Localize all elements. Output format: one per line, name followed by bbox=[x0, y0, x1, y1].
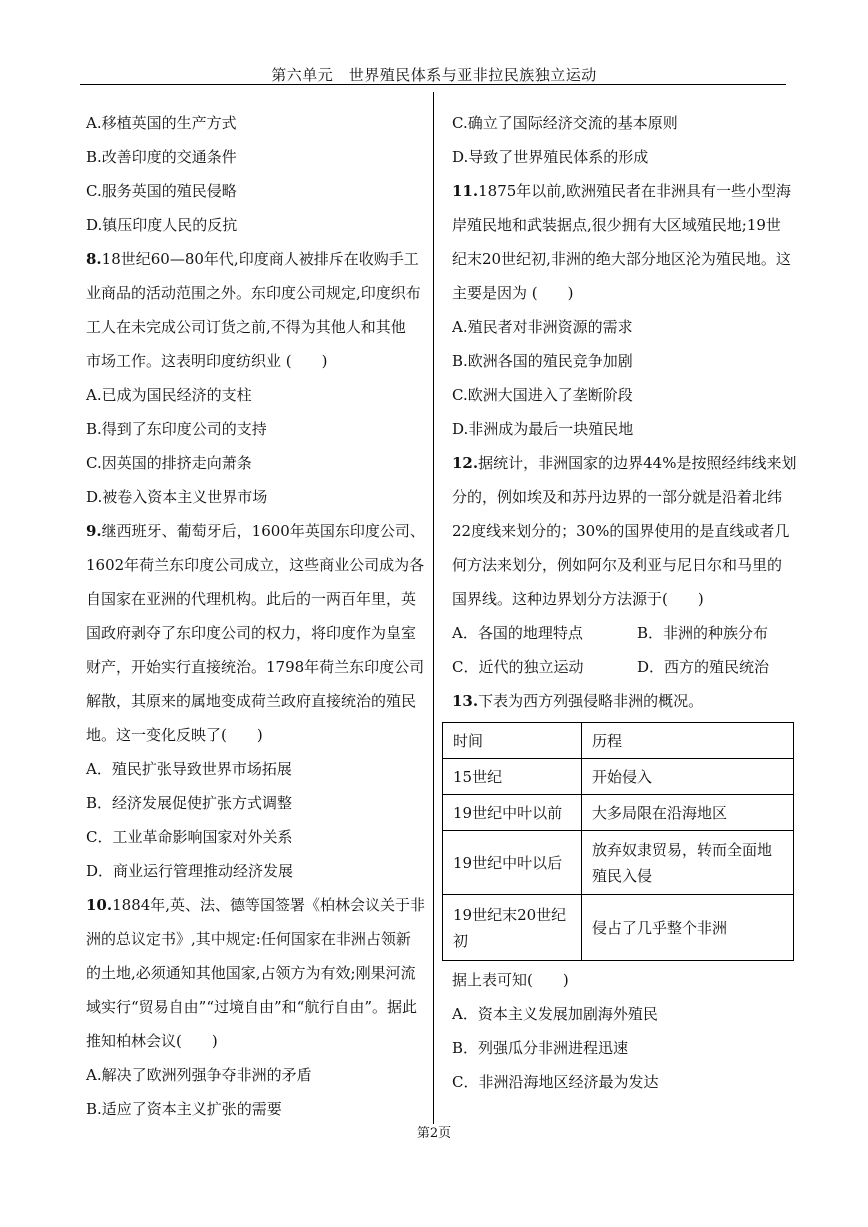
table-header-row bbox=[443, 723, 794, 759]
line-text: C.因英国的排挤走向萧条 bbox=[86, 454, 252, 472]
table-row bbox=[443, 795, 794, 831]
table-cell: 侵占了几乎整个非洲 bbox=[582, 895, 794, 961]
text-line bbox=[452, 344, 797, 378]
question-number: 12. bbox=[452, 454, 479, 472]
line-text: A．殖民扩张导致世界市场拓展 bbox=[86, 760, 292, 778]
column-divider bbox=[433, 92, 434, 1124]
text-line bbox=[86, 140, 416, 174]
line-text: D.镇压印度人民的反抗 bbox=[86, 216, 238, 234]
text-line bbox=[452, 548, 797, 582]
table-cell: 15世纪 bbox=[443, 759, 582, 795]
table-cell: 19世纪中叶以前 bbox=[443, 795, 582, 831]
line-text: 据统计，非洲国家的边界44%是按照经纬线来划 bbox=[478, 454, 797, 472]
line-text: 岸殖民地和武装据点,很少拥有大区域殖民地;19世 bbox=[452, 216, 781, 234]
option-text: D．西方的殖民统治 bbox=[637, 658, 770, 676]
text-line bbox=[452, 310, 797, 344]
table-row bbox=[443, 759, 794, 795]
line-text: 分的，例如埃及和苏丹边界的一部分就是沿着北纬 bbox=[452, 488, 783, 506]
option-row bbox=[452, 616, 797, 650]
text-line bbox=[452, 378, 797, 412]
line-text: D.导致了世界殖民体系的形成 bbox=[452, 148, 649, 166]
text-line bbox=[86, 582, 416, 616]
question-number: 13. bbox=[452, 692, 479, 710]
line-text: D.被卷入资本主义世界市场 bbox=[86, 488, 268, 506]
table-header-cell: 历程 bbox=[582, 723, 794, 759]
text-line bbox=[452, 514, 797, 548]
text-line bbox=[86, 854, 416, 888]
text-line bbox=[452, 140, 797, 174]
table-cell: 19世纪中叶以后 bbox=[443, 831, 582, 895]
line-text: A.殖民者对非洲资源的需求 bbox=[452, 318, 633, 336]
text-line bbox=[86, 616, 416, 650]
line-text: 据上表可知( ) bbox=[452, 971, 569, 989]
text-line bbox=[452, 1065, 797, 1099]
line-text: C.确立了国际经济交流的基本原则 bbox=[452, 114, 678, 132]
text-line bbox=[452, 276, 797, 310]
line-text: 18世纪60—80年代,印度商人被排斥在收购手工 bbox=[101, 250, 419, 268]
text-line bbox=[86, 310, 416, 344]
line-text: B.欧洲各国的殖民竞争加剧 bbox=[452, 352, 633, 370]
text-line bbox=[86, 208, 416, 242]
line-text: C.服务英国的殖民侵略 bbox=[86, 182, 237, 200]
text-line bbox=[452, 412, 797, 446]
line-text: B.得到了东印度公司的支持 bbox=[86, 420, 267, 438]
text-line bbox=[452, 208, 797, 242]
line-text: 1602年荷兰东印度公司成立，这些商业公司成为各 bbox=[86, 556, 425, 574]
header-rule bbox=[80, 84, 786, 85]
question-start-line bbox=[86, 888, 426, 922]
colonization-table bbox=[442, 722, 794, 961]
table-cell: 19世纪末20世纪初 bbox=[443, 895, 582, 961]
text-line bbox=[452, 963, 797, 997]
line-text: A.解决了欧洲列强争夺非洲的矛盾 bbox=[86, 1066, 312, 1084]
line-text: 22度线来划分的；30%的国界使用的是直线或者几 bbox=[452, 522, 790, 540]
line-text: 自国家在亚洲的代理机构。此后的一两百年里，英 bbox=[86, 590, 417, 608]
page-header-title: 第六单元 世界殖民体系与亚非拉民族独立运动 bbox=[271, 66, 597, 84]
table-row bbox=[443, 831, 794, 895]
option-text: B．非洲的种族分布 bbox=[637, 624, 769, 642]
option-text: A．各国的地理特点 bbox=[452, 624, 583, 642]
text-line bbox=[86, 956, 416, 990]
option-text: C．近代的独立运动 bbox=[452, 658, 584, 676]
line-text: C.欧洲大国进入了垄断阶段 bbox=[452, 386, 633, 404]
text-line bbox=[86, 412, 416, 446]
text-line bbox=[86, 480, 416, 514]
table-cell: 大多局限在沿海地区 bbox=[582, 795, 794, 831]
text-line bbox=[86, 174, 416, 208]
line-text: C．工业革命影响国家对外关系 bbox=[86, 828, 293, 846]
question-number: 9. bbox=[86, 522, 102, 540]
table-cell: 开始侵入 bbox=[582, 759, 794, 795]
text-line bbox=[86, 548, 425, 582]
line-text: A.移植英国的生产方式 bbox=[86, 114, 237, 132]
table-header-cell: 时间 bbox=[443, 723, 582, 759]
text-line bbox=[86, 106, 416, 140]
right-column bbox=[452, 106, 797, 1099]
text-line bbox=[452, 582, 797, 616]
line-text: 推知柏林会议( ) bbox=[86, 1032, 218, 1050]
text-line bbox=[86, 650, 425, 684]
line-text: 继西班牙、葡萄牙后，1600年英国东印度公司、 bbox=[101, 522, 425, 540]
question-number: 8. bbox=[86, 250, 102, 268]
line-text: 的土地,必须通知其他国家,占领方为有效;刚果河流 bbox=[86, 964, 416, 982]
table-row bbox=[443, 895, 794, 961]
line-text: 洲的总议定书》,其中规定:任何国家在非洲占领新 bbox=[86, 930, 411, 948]
text-line bbox=[86, 684, 416, 718]
question-text: 下表为西方列强侵略非洲的概况。 bbox=[478, 692, 704, 710]
line-text: 主要是因为 ( ) bbox=[452, 284, 574, 302]
question-number: 11. bbox=[452, 182, 479, 200]
text-line bbox=[452, 997, 797, 1031]
text-line bbox=[86, 752, 416, 786]
text-line bbox=[86, 718, 416, 752]
line-text: 国政府剥夺了东印度公司的权力，将印度作为皇室 bbox=[86, 624, 417, 642]
line-text: 何方法来划分，例如阿尔及利亚与尼日尔和马里的 bbox=[452, 556, 783, 574]
text-line bbox=[452, 106, 797, 140]
text-line bbox=[452, 242, 797, 276]
line-text: 国界线。这种边界划分方法源于( ) bbox=[452, 590, 704, 608]
text-line bbox=[86, 990, 416, 1024]
line-text: 1884年,英、法、德等国签署《柏林会议关于非 bbox=[112, 896, 426, 914]
line-text: D.非洲成为最后一块殖民地 bbox=[452, 420, 634, 438]
line-text: 纪末20世纪初,非洲的绝大部分地区沦为殖民地。这 bbox=[452, 250, 791, 268]
line-text: 业商品的活动范围之外。东印度公司规定,印度织布 bbox=[86, 284, 421, 302]
table-cell: 放弃奴隶贸易，转而全面地殖民入侵 bbox=[582, 831, 794, 895]
line-text: 工人在未完成公司订货之前,不得为其他人和其他 bbox=[86, 318, 406, 336]
question-start-line bbox=[86, 514, 425, 548]
line-text: B.改善印度的交通条件 bbox=[86, 148, 237, 166]
text-line bbox=[86, 1092, 416, 1126]
text-line bbox=[86, 1024, 416, 1058]
line-text: D．商业运行管理推动经济发展 bbox=[86, 862, 294, 880]
line-text: B．列强瓜分非洲进程迅速 bbox=[452, 1039, 629, 1057]
question-13-intro bbox=[452, 684, 797, 718]
text-line bbox=[86, 344, 416, 378]
text-line bbox=[452, 1031, 797, 1065]
line-text: B．经济发展促使扩张方式调整 bbox=[86, 794, 293, 812]
left-column bbox=[86, 106, 426, 1126]
page-number: 第2页 bbox=[416, 1126, 452, 1141]
text-line bbox=[86, 446, 416, 480]
question-start-line bbox=[86, 242, 419, 276]
text-line bbox=[452, 480, 797, 514]
question-number: 10. bbox=[86, 896, 113, 914]
question-start-line bbox=[452, 174, 797, 208]
text-line bbox=[86, 276, 421, 310]
text-line bbox=[86, 1058, 416, 1092]
question-start-line bbox=[452, 446, 797, 480]
line-text: C．非洲沿海地区经济最为发达 bbox=[452, 1073, 659, 1091]
text-line bbox=[86, 922, 416, 956]
text-line bbox=[86, 786, 416, 820]
line-text: A.已成为国民经济的支柱 bbox=[86, 386, 252, 404]
line-text: 域实行“贸易自由”“过境自由”和“航行自由”。据此 bbox=[86, 998, 418, 1016]
line-text: 1875年以前,欧洲殖民者在非洲具有一些小型海 bbox=[478, 182, 792, 200]
text-line bbox=[86, 378, 416, 412]
text-line bbox=[86, 820, 416, 854]
line-text: B.适应了资本主义扩张的需要 bbox=[86, 1100, 282, 1118]
line-text: 解散，其原来的属地变成荷兰政府直接统治的殖民 bbox=[86, 692, 417, 710]
line-text: 市场工作。这表明印度纺织业 ( ) bbox=[86, 352, 328, 370]
option-row bbox=[452, 650, 797, 684]
line-text: 地。这一变化反映了( ) bbox=[86, 726, 263, 744]
line-text: A．资本主义发展加剧海外殖民 bbox=[452, 1005, 658, 1023]
line-text: 财产，开始实行直接统治。1798年荷兰东印度公司 bbox=[86, 658, 425, 676]
